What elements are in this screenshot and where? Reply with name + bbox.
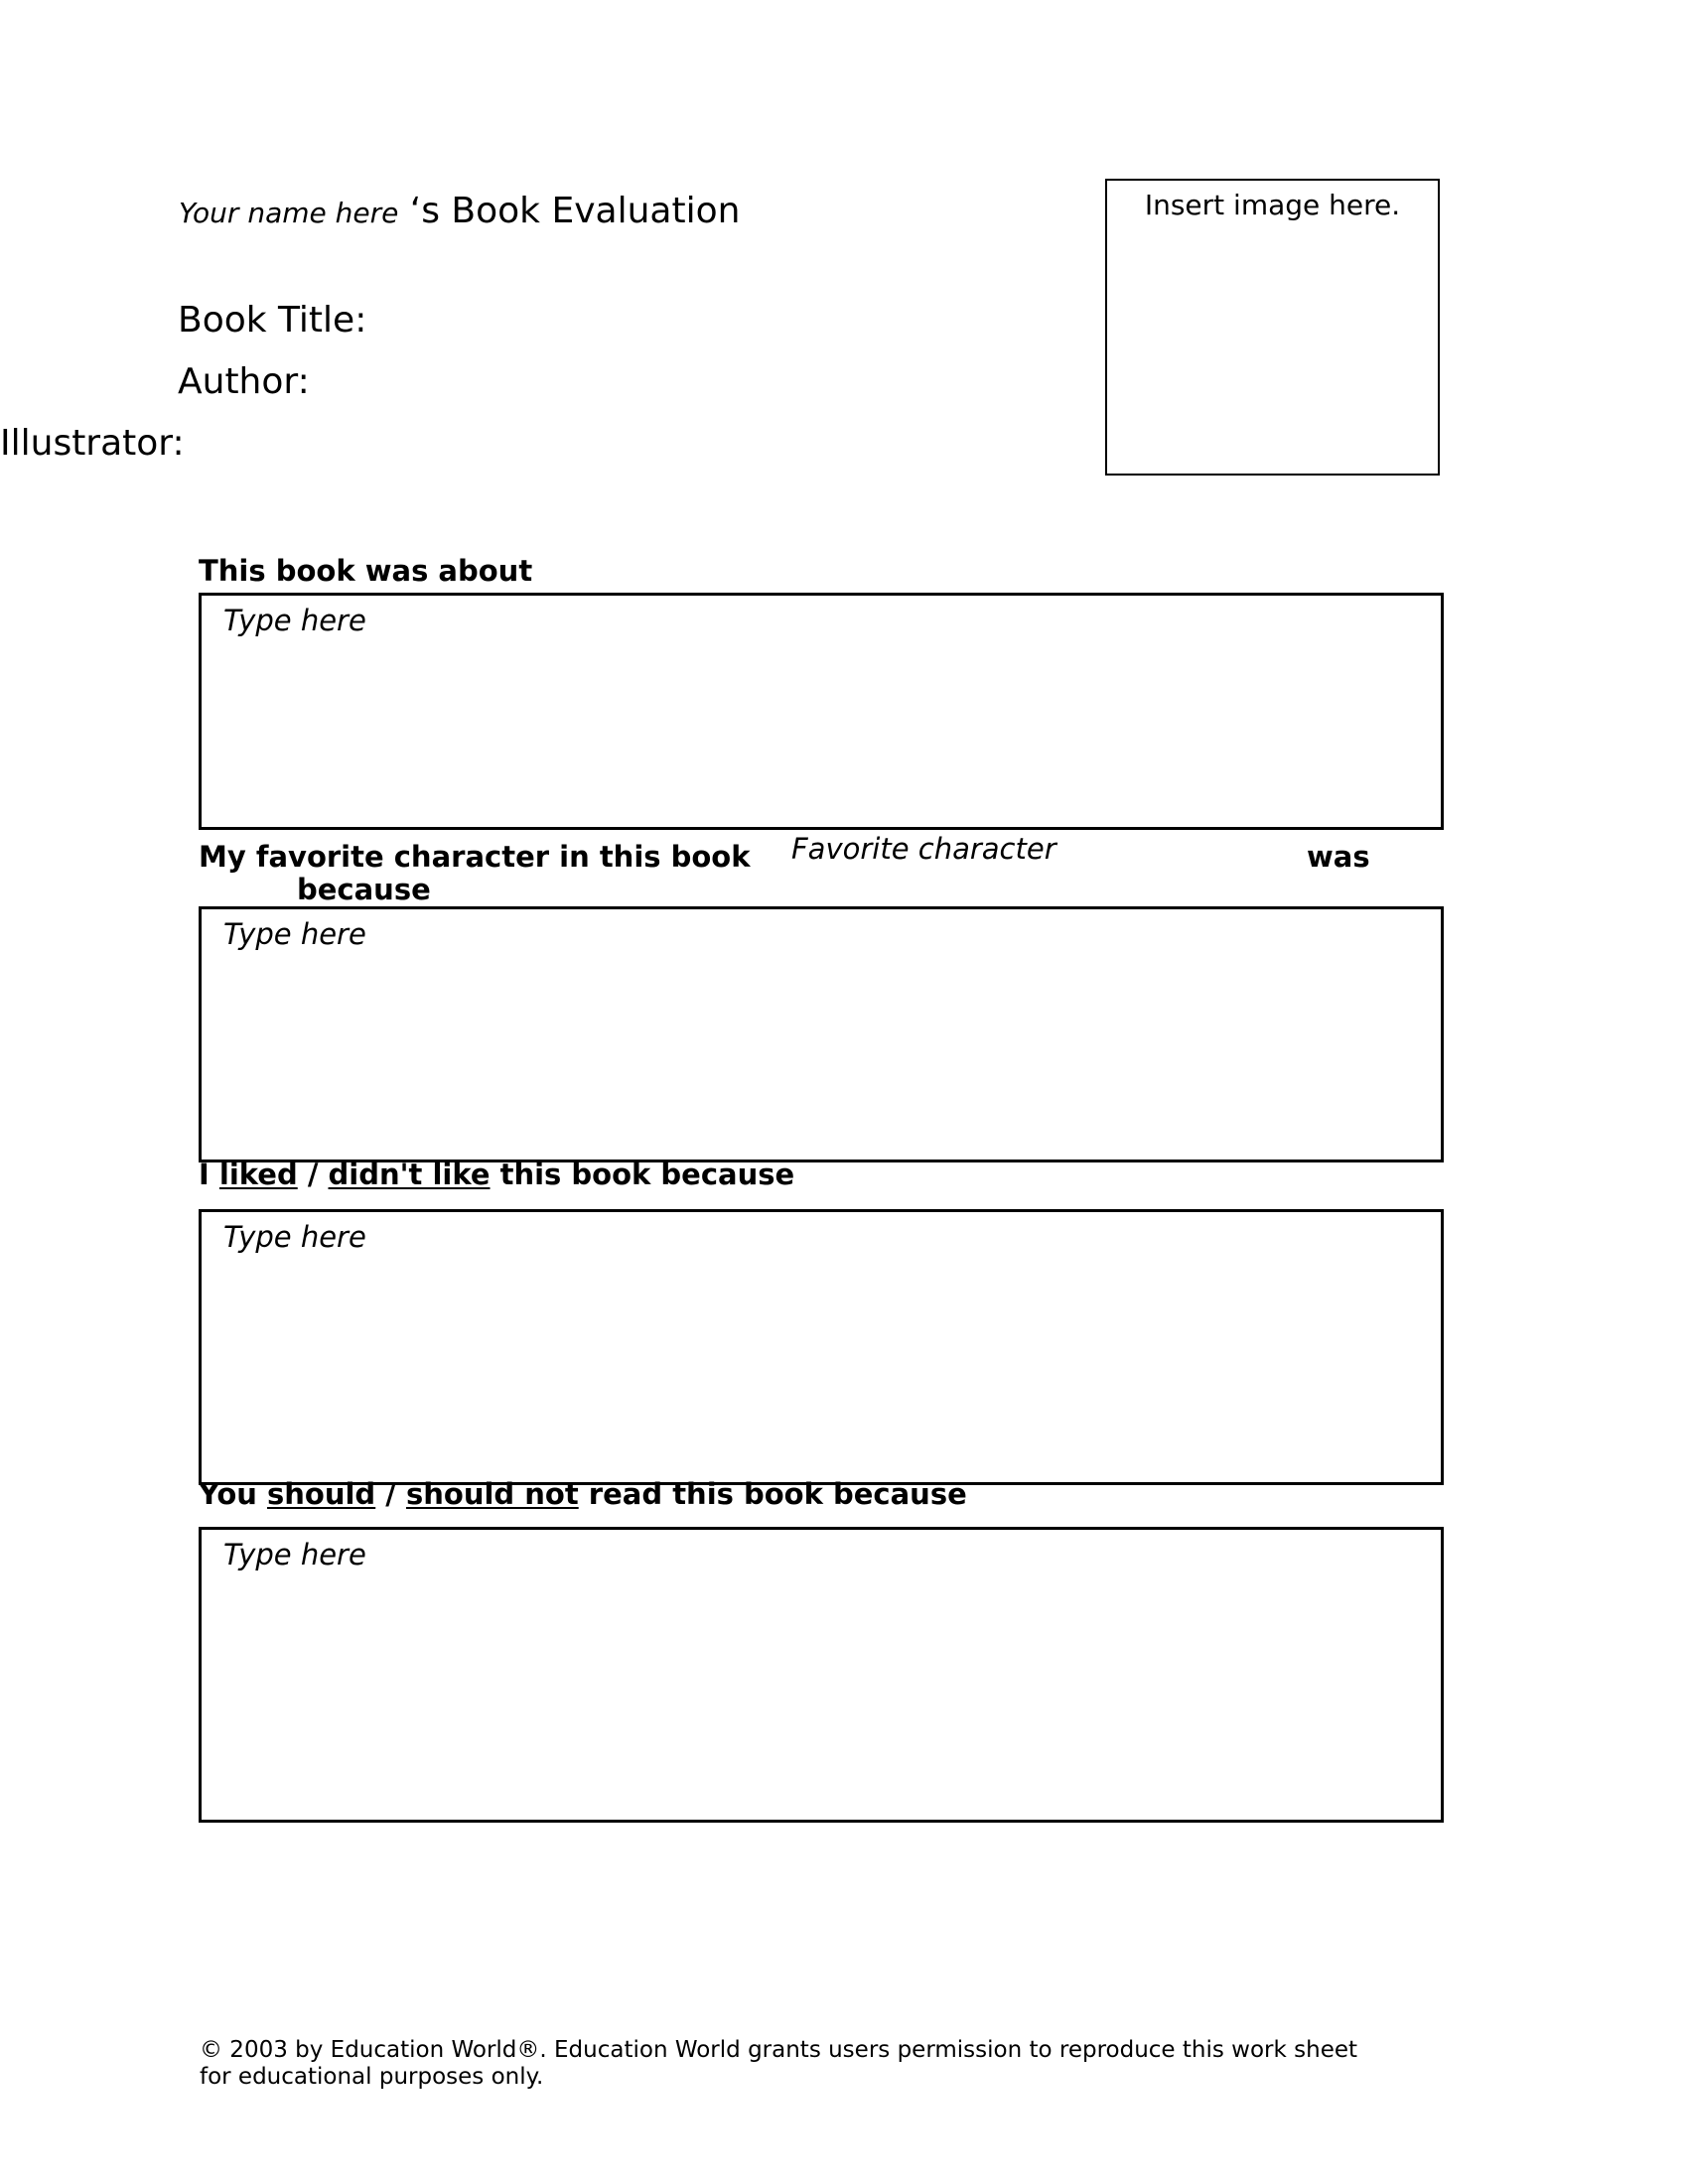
favorite-character-was-label: was (1307, 840, 1370, 874)
should-not-option[interactable]: should not (406, 1477, 579, 1511)
favorite-character-field[interactable]: Favorite character (791, 832, 1056, 866)
author-label: Author: (178, 361, 310, 402)
recommend-suffix: read this book because (578, 1477, 967, 1511)
favorite-character-answer-placeholder[interactable]: Type here (223, 917, 366, 951)
recommend-prefix: You (199, 1477, 268, 1511)
favorite-character-label: My favorite character in this book (199, 840, 751, 874)
about-answer-placeholder[interactable]: Type here (223, 604, 366, 637)
liked-answer-placeholder[interactable]: Type here (223, 1220, 366, 1254)
recommend-answer-placeholder[interactable]: Type here (223, 1538, 366, 1571)
liked-label (199, 1158, 794, 1191)
recommend-answer-box[interactable] (199, 1527, 1444, 1823)
liked-separator: / (297, 1158, 329, 1191)
didnt-like-option[interactable]: didn't like (328, 1158, 491, 1191)
about-answer-box[interactable] (199, 593, 1444, 830)
title-text: ‘s Book Evaluation (398, 191, 741, 231)
copyright-footer: © 2003 by Education World®. Education World grants users permission to reproduce this work sheet for educational purposes only. (200, 2037, 1358, 2090)
liked-option[interactable]: liked (218, 1158, 298, 1191)
worksheet-title (179, 191, 740, 231)
should-option[interactable]: should (267, 1477, 376, 1511)
image-placeholder-box[interactable] (1105, 179, 1440, 476)
illustrator-label: Illustrator: (0, 423, 185, 464)
recommend-label (199, 1477, 967, 1511)
book-title-label: Book Title: (178, 300, 367, 341)
liked-suffix: this book because (490, 1158, 795, 1191)
favorite-character-answer-box[interactable] (199, 906, 1444, 1162)
favorite-character-because-label: because (297, 873, 431, 906)
section-about-label: This book was about (199, 554, 533, 588)
liked-answer-box[interactable] (199, 1209, 1444, 1485)
student-name-field[interactable]: Your name here (179, 197, 399, 229)
recommend-separator: / (375, 1477, 406, 1511)
liked-prefix: I (199, 1158, 219, 1191)
image-placeholder-label: Insert image here. (1144, 189, 1401, 221)
